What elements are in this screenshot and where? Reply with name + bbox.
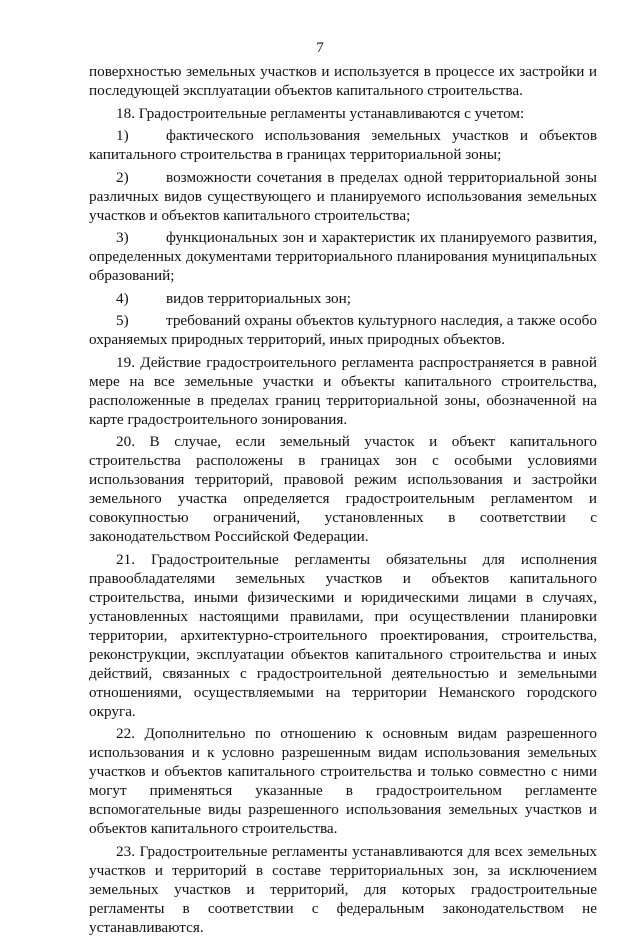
list-item-5: [89, 311, 597, 349]
paragraph-continuation: поверхностью земельных участков и используется в процессе их застройки и последующей эксплуатации объектов капитального строительства.: [89, 63, 597, 99]
list-number: 4): [116, 289, 129, 307]
paragraph-20: 20. В случае, если земельный участок и объект капитального строительства расположены в границах зон с особыми условиями использования территорий, правовой режим использования и застройки земельного участка определяется градостроительным регламентом и совокупностью ограничений, установленных в соответствии с законодательством Российской Федерации.: [89, 433, 597, 545]
paragraph-21: 21. Градостроительные регламенты обязательны для исполнения правообладателями земельных участков и объектов капитального строительства, иными физическими и юридическими лицами в случаях, установленных настоящими правилами, при осуществлении планировки территории, архитектурно-строительного проектирования, строительства, реконструкции, эксплуатации объектов капитального строительства и иных действий, связанных с градостроительной деятельностью и земельными отношениями, осуществляемыми на территории Неманского городского округа.: [89, 550, 597, 720]
list-item-1: [89, 126, 597, 164]
list-text: видов территориальных зон;: [166, 289, 351, 307]
list-item-4: [89, 289, 597, 308]
paragraph-23: 23. Градостроительные регламенты устанавливаются для всех земельных участков и территорий в составе территориальных зон, за исключением земельных участков и территорий, для которых градостроительные регламенты в соответствии с федеральным законодательством не устанавливаются.: [89, 842, 597, 936]
paragraph-18: 18. Градостроительные регламенты устанавливаются с учетом:: [116, 104, 525, 122]
list-number: 5): [116, 312, 129, 329]
list-number: 3): [116, 229, 129, 246]
list-text: фактического использования земельных участков и объектов капитального строительства в границах территориальной зоны;: [89, 127, 597, 163]
list-item-2: [89, 168, 597, 225]
list-number: 1): [116, 127, 129, 144]
page-number: 7: [316, 40, 324, 56]
paragraph-19: 19. Действие градостроительного регламента распространяется в равной мере на все земельные участки и объекты капитального строительства, расположенные в пределах границ территориальной зоны, обозначенной на карте градостроительного зонирования.: [89, 353, 597, 428]
list-text: возможности сочетания в пределах одной территориальной зоны различных видов существующего и планируемого использования земельных участков и объектов капитального строительства;: [89, 168, 597, 224]
list-text: требований охраны объектов культурного наследия, а также особо охраняемых природных территорий, иных природных объектов.: [89, 312, 597, 348]
list-text: функциональных зон и характеристик их планируемого развития, определенных документами территориального планирования муниципальных образований;: [89, 229, 597, 284]
paragraph-22: 22. Дополнительно по отношению к основным видам разрешенного использования и к условно разрешенным видам использования земельных участков и объектов капитального строительства и только совместно с ними могут применяться указанные в градостроительном регламенте вспомогательные виды разрешенного использования земельных участков и объектов капитального строительства.: [89, 725, 597, 837]
list-item-3: [89, 228, 597, 285]
document-body: [89, 62, 597, 940]
list-number: 2): [116, 168, 129, 186]
